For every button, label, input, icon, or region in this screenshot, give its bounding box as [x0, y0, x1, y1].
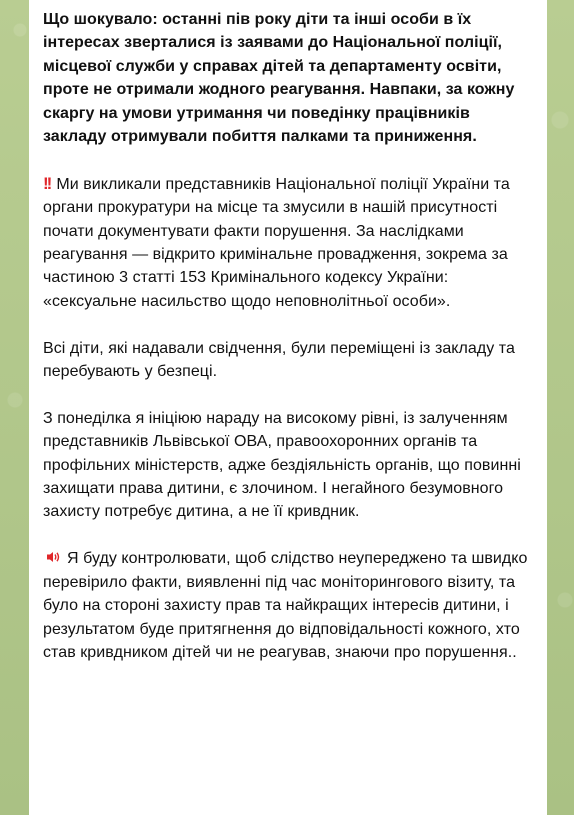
- speaker-icon: [43, 548, 61, 562]
- message-paragraph: Всі діти, які надавали свідчення, були переміщені із закладу та перебувають у безпеці.: [43, 339, 515, 381]
- double-exclamation-icon: !!: [43, 173, 51, 193]
- message-paragraph: [43, 172, 533, 313]
- message-paragraph: [43, 547, 533, 664]
- message-paragraph: Що шокувало: останні пів року діти та інші особи в їх інтересах зверталися із заявами до Національної поліції, місцевої служби у справах дітей та департаменту освіти, проте не отримали жодного реагування. Навпаки, за кожну скаргу на умови утримання чи поведінку працівників закладу отримували побиття палками та приниження.: [43, 11, 515, 146]
- message-paragraph-text: Ми викликали представників Національної поліції України та органи прокуратури на місце та змусили в нашій присутності почати документувати факти порушення. За наслідками реагування — відкрито кримінальне провадження, зокрема за частиною 3 статті 153 Кримінального кодексу України: «сексуальне насильство щодо неповнолітньої особи».: [43, 175, 510, 310]
- message-bubble: [29, 0, 547, 815]
- message-paragraph: З понеділка я ініціюю нараду на високому рівні, із залученням представників Львівської ОВА, правоохоронних органів та профільних міністерств, адже бездіяльність органів, що повинні захищати права дитини, є злочином. І негайного безумовного захисту потребує дитина, а не її кривдник.: [43, 409, 521, 521]
- message-paragraph-text: Я буду контролювати, щоб слідство неупереджено та швидко перевірило факти, виявленні під час моніторингового візиту, та було на стороні захисту прав та найкращих інтересів дитини, і результатом буде притягнення до відповідальності кожного, хто став кривдником дітей чи не реагував, знаючи про порушення..: [43, 550, 528, 661]
